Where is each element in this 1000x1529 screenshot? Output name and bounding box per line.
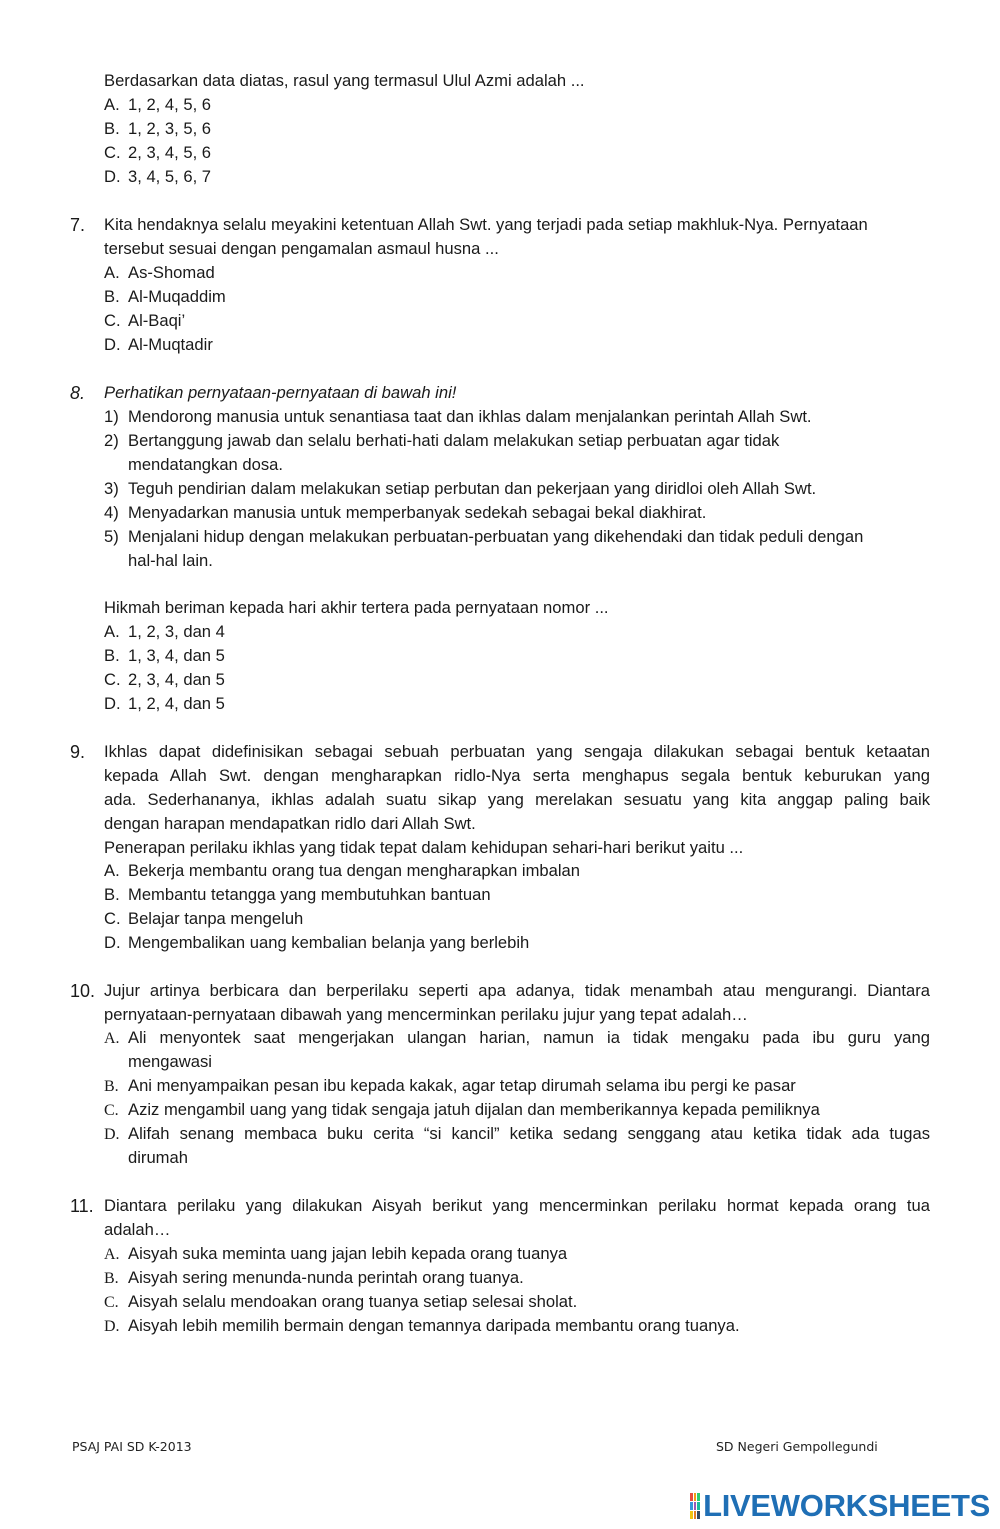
question-10-option-a-continuation: mengawasi xyxy=(128,1052,212,1071)
option-letter: C. xyxy=(104,143,121,162)
logo-cell xyxy=(690,1502,693,1510)
option-text: Belajar tanpa mengeluh xyxy=(128,909,304,928)
option-letter: C. xyxy=(104,1294,119,1311)
question-11-option-c[interactable] xyxy=(104,1290,577,1315)
option-letter: A. xyxy=(104,861,120,880)
question-8-question: Hikmah beriman kepada hari akhir tertera pada pernyataan nomor ... xyxy=(104,598,609,617)
question-10-option-d[interactable] xyxy=(104,1122,930,1147)
question-11-number: 11. xyxy=(70,1196,94,1216)
option-text: Aziz mengambil uang yang tidak sengaja jatuh dijalan dan memberikannya kepada pemiliknya xyxy=(128,1100,820,1119)
question-10-option-d-continuation: dirumah xyxy=(128,1148,188,1167)
option-letter: A. xyxy=(104,622,120,641)
option-letter: C. xyxy=(104,1102,119,1119)
question-9-line-2: kepada Allah Swt. dengan mengharapkan ridlo-Nya serta menghapus segala bentuk keburukan yang xyxy=(104,766,930,785)
option-letter: A. xyxy=(104,95,120,114)
option-letter: D. xyxy=(104,167,121,186)
question-8-prompt: Perhatikan pernyataan-pernyataan di bawah ini! xyxy=(104,383,457,402)
option-text: Aisyah selalu mendoakan orang tuanya setiap selesai sholat. xyxy=(128,1292,578,1311)
statement-number: 2) xyxy=(104,431,119,450)
statement-text: Menjalani hidup dengan melakukan perbuatan-perbuatan yang dikehendaki dan tidak peduli dengan xyxy=(128,527,864,546)
option-text: Mengembalikan uang kembalian belanja yang berlebih xyxy=(128,933,530,952)
statement-1 xyxy=(104,405,812,429)
question-9-line-1: Ikhlas dapat didefinisikan sebagai sebuah perbuatan yang sengaja dilakukan sebagai bentuk ketaatan xyxy=(104,742,930,761)
statement-text: Mendorong manusia untuk senantiasa taat dan ikhlas dalam menjalankan perintah Allah Swt. xyxy=(128,407,812,426)
option-letter: C. xyxy=(104,909,121,928)
question-7-line-2: tersebut sesuai dengan pengamalan asmaul husna ... xyxy=(104,239,499,258)
question-7-option-a[interactable] xyxy=(104,261,215,285)
option-text: 1, 2, 4, dan 5 xyxy=(128,694,225,713)
statement-number: 5) xyxy=(104,527,119,546)
logo-cell xyxy=(694,1493,697,1501)
question-9-option-c[interactable] xyxy=(104,907,303,931)
question-10-option-c[interactable] xyxy=(104,1098,820,1123)
question-7-option-d[interactable] xyxy=(104,333,213,357)
logo-cell xyxy=(690,1493,693,1501)
option-letter: D. xyxy=(104,933,121,952)
intro-option-c[interactable] xyxy=(104,141,211,165)
question-10-option-b[interactable] xyxy=(104,1074,796,1099)
question-7-option-c[interactable] xyxy=(104,309,185,333)
option-letter: A. xyxy=(104,1246,120,1263)
logo-cell xyxy=(690,1511,693,1519)
statement-text: Teguh pendirian dalam melakukan setiap perbutan dan pekerjaan yang diridloi oleh Allah Swt. xyxy=(128,479,817,498)
option-text: Alifah senang membaca buku cerita “si kancil” ketika sedang senggang atau ketika tidak ada tugas xyxy=(128,1124,930,1143)
option-letter: C. xyxy=(104,670,121,689)
option-text: Al-Muqaddim xyxy=(128,287,226,306)
question-9-line-5: Penerapan perilaku ikhlas yang tidak tepat dalam kehidupan sehari-hari berikut yaitu ... xyxy=(104,838,744,857)
question-11-option-a[interactable] xyxy=(104,1242,567,1267)
option-letter: D. xyxy=(104,335,121,354)
option-letter: A. xyxy=(104,263,120,282)
option-text: 1, 2, 4, 5, 6 xyxy=(128,95,212,114)
question-8-number: 8. xyxy=(70,383,86,403)
logo-cell xyxy=(694,1502,697,1510)
option-letter: C. xyxy=(104,311,121,330)
question-11-option-b[interactable] xyxy=(104,1266,524,1291)
statement-5-continuation: hal-hal lain. xyxy=(128,551,213,570)
option-text: 3, 4, 5, 6, 7 xyxy=(128,167,212,186)
question-9-line-3: ada. Sederhananya, ikhlas adalah suatu sikap yang merelakan sesuatu yang kita anggap paling baik xyxy=(104,790,930,809)
question-10-line-2: pernyataan-pernyataan dibawah yang mencerminkan perilaku jujur yang tepat adalah… xyxy=(104,1005,748,1024)
logo-cell xyxy=(697,1502,700,1510)
footer-right: SD Negeri Gempollegundi xyxy=(716,1439,878,1454)
option-text: Ani menyampaikan pesan ibu kepada kakak, agar tetap dirumah selama ibu pergi ke pasar xyxy=(128,1076,796,1095)
option-text: As-Shomad xyxy=(128,263,215,282)
option-text: 2, 3, 4, 5, 6 xyxy=(128,143,212,162)
question-9-option-b[interactable] xyxy=(104,883,491,907)
question-10-number: 10. xyxy=(70,981,96,1001)
option-text: Ali menyontek saat mengerjakan ulangan harian, namun ia tidak mengaku pada ibu guru yang xyxy=(128,1028,930,1047)
question-9-option-a[interactable] xyxy=(104,859,580,883)
option-letter: B. xyxy=(104,287,120,306)
statement-2 xyxy=(104,429,779,453)
intro-question: Berdasarkan data diatas, rasul yang termasul Ulul Azmi adalah ... xyxy=(104,71,585,90)
logo-cell xyxy=(697,1493,700,1501)
question-10-option-a[interactable] xyxy=(104,1026,930,1051)
option-letter: D. xyxy=(104,1126,120,1143)
question-8-option-c[interactable] xyxy=(104,668,225,692)
statement-text: Menyadarkan manusia untuk memperbanyak sedekah sebagai bekal diakhirat. xyxy=(128,503,707,522)
option-letter: D. xyxy=(104,694,121,713)
statement-text: Bertanggung jawab dan selalu berhati-hati dalam melakukan setiap perbuatan agar tidak xyxy=(128,431,780,450)
option-text: Al-Baqi’ xyxy=(128,311,186,330)
question-11-line-2: adalah… xyxy=(104,1220,171,1239)
option-text: 1, 2, 3, dan 4 xyxy=(128,622,225,641)
option-letter: A. xyxy=(104,1030,120,1047)
option-letter: B. xyxy=(104,1270,119,1287)
question-9-number: 9. xyxy=(70,742,86,762)
option-letter: B. xyxy=(104,119,120,138)
statement-number: 3) xyxy=(104,479,119,498)
statement-4 xyxy=(104,501,706,525)
statement-5 xyxy=(104,525,863,549)
intro-option-b[interactable] xyxy=(104,117,211,141)
statement-2-continuation: mendatangkan dosa. xyxy=(128,455,283,474)
intro-option-d[interactable] xyxy=(104,165,211,189)
question-8-option-a[interactable] xyxy=(104,620,225,644)
question-7-line-1: Kita hendaknya selalu meyakini ketentuan Allah Swt. yang terjadi pada setiap makhluk-Nya. Pernyataan xyxy=(104,215,868,234)
statement-3 xyxy=(104,477,816,501)
logo-cell xyxy=(694,1511,697,1519)
option-letter: B. xyxy=(104,885,120,904)
option-letter: B. xyxy=(104,646,120,665)
logo-grid-icon xyxy=(690,1493,700,1519)
option-text: Aisyah suka meminta uang jajan lebih kepada orang tuanya xyxy=(128,1244,568,1263)
logo-text: LIVEWORKSHEETS xyxy=(703,1488,990,1523)
question-7-option-b[interactable] xyxy=(104,285,226,309)
statement-number: 4) xyxy=(104,503,119,522)
question-8-option-d[interactable] xyxy=(104,692,225,716)
question-7-number: 7. xyxy=(70,215,86,235)
option-text: Aisyah lebih memilih bermain dengan temannya daripada membantu orang tuanya. xyxy=(128,1316,740,1335)
statement-number: 1) xyxy=(104,407,119,426)
option-text: 2, 3, 4, dan 5 xyxy=(128,670,225,689)
option-text: Al-Muqtadir xyxy=(128,335,213,354)
question-8-option-b[interactable] xyxy=(104,644,225,668)
option-text: Bekerja membantu orang tua dengan mengharapkan imbalan xyxy=(128,861,581,880)
question-9-option-d[interactable] xyxy=(104,931,529,955)
liveworksheets-logo[interactable] xyxy=(690,1488,990,1524)
logo-cell xyxy=(697,1511,700,1519)
option-letter: B. xyxy=(104,1078,119,1095)
intro-option-a[interactable] xyxy=(104,93,211,117)
option-letter: D. xyxy=(104,1318,120,1335)
option-text: Aisyah sering menunda-nunda perintah orang tuanya. xyxy=(128,1268,524,1287)
question-11-option-d[interactable] xyxy=(104,1314,740,1339)
question-9-line-4: dengan harapan mendapatkan ridlo dari Allah Swt. xyxy=(104,814,476,833)
option-text: 1, 2, 3, 5, 6 xyxy=(128,119,212,138)
option-text: 1, 3, 4, dan 5 xyxy=(128,646,225,665)
question-10-line-1: Jujur artinya berbicara dan berperilaku seperti apa adanya, tidak menambah atau mengurangi. Diantara xyxy=(104,981,930,1000)
option-text: Membantu tetangga yang membutuhkan bantuan xyxy=(128,885,491,904)
footer-left: PSAJ PAI SD K-2013 xyxy=(72,1439,192,1454)
question-11-line-1: Diantara perilaku yang dilakukan Aisyah berikut yang mencerminkan perilaku hormat kepada orang tua xyxy=(104,1196,930,1215)
